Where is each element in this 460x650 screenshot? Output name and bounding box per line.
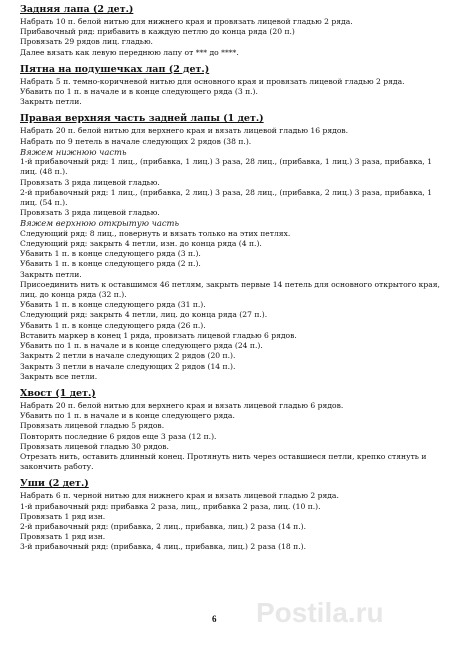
instruction-line: Присоединить нить к оставшимся 46 петлям, закрыть первые 14 петель для основного открытого края, лиц. до конца ряда (32 п.). xyxy=(20,279,443,300)
instruction-line: Убавить по 1 п. в начале и в конце следующего ряда (3 п.). xyxy=(20,87,258,97)
instruction-line: 3-й прибавочный ряд: (прибавка, 4 лиц., прибавка, лиц.) 2 раза (18 п.). xyxy=(20,542,307,552)
section-heading: Правая верхняя часть задней лапы (1 дет.) xyxy=(20,113,264,125)
instruction-line: Следующий ряд: закрыть 4 петли, лиц. до конца ряда (27 п.). xyxy=(20,310,268,320)
instruction-line: 1-й прибавочный ряд: прибавка 2 раза, лиц., прибавка 2 раза, лиц. (10 п.). xyxy=(20,501,321,511)
instruction-line: Убавить 1 п. в конце следующего ряда (2 п.). xyxy=(20,259,201,269)
instruction-line: Набрать 20 п. белой нитью для верхнего края и вязать лицевой гладью 6 рядов. xyxy=(20,400,344,410)
instruction-line: Провязать 3 ряда лицевой гладью. xyxy=(20,177,160,187)
section-heading: Пятна на подушечках лап (2 дет.) xyxy=(20,63,210,75)
instruction-line: Закрыть 3 петли в начале следующих 2 рядов (14 п.). xyxy=(20,361,236,371)
instruction-line: Убавить по 1 п. в начале и в конце следующего ряда (24 п.). xyxy=(20,341,263,351)
section xyxy=(20,4,450,58)
instruction-line: Провязать лицевой гладью 30 рядов. xyxy=(20,441,169,451)
instruction-line: 1-й прибавочный ряд: 1 лиц., (прибавка, 1 лиц.) 3 раза, 28 лиц., (прибавка, 1 лиц.) 3 раза, прибавка, 1 лиц. (48 п.). xyxy=(20,157,435,177)
instruction-line: Следующий ряд: 8 лиц., повернуть и вязать только на этих петлях. xyxy=(20,228,291,238)
instruction-line: Отрезать нить, оставить длинный конец. Протянуть нить через оставшиеся петли, крепко стянуть и закончить работу. xyxy=(20,451,429,472)
instruction-line: Повторять последние 6 рядов еще 3 раза (12 п.). xyxy=(20,431,217,441)
instruction-line: Закрыть все петли. xyxy=(20,371,98,381)
instruction-line: Следующий ряд: закрыть 4 петли, изн. до конца ряда (4 п.). xyxy=(20,239,262,249)
watermark-text: Postila.ru xyxy=(256,597,384,628)
page-number: 6 xyxy=(212,614,217,624)
section-heading: Хвост (1 дет.) xyxy=(20,387,96,399)
instruction-line: Прибавочный ряд: прибавить в каждую петлю до конца ряда (20 п.) xyxy=(20,27,295,37)
section-heading: Задняя лапа (2 дет.) xyxy=(20,4,134,15)
instruction-line: Набрать по 9 петель в начале следующих 2 рядов (38 п.). xyxy=(20,136,252,146)
section xyxy=(20,478,450,552)
instruction-line: Убавить 1 п. в конце следующего ряда (3 п.). xyxy=(20,249,201,259)
instruction-line: Набрать 20 п. белой нитью для верхнего края и вязать лицевой гладью 16 рядов. xyxy=(20,126,349,136)
subsection-heading: Вяжем верхнюю открытую часть xyxy=(20,218,180,229)
instruction-line: Провязать 1 ряд изн. xyxy=(20,532,106,542)
subsection-heading: Вяжем нижнюю часть xyxy=(20,146,127,157)
instruction-line: Провязать 3 ряда лицевой гладью. xyxy=(20,208,160,218)
instruction-line: 2-й прибавочный ряд: 1 лиц., (прибавка, 2 лиц.) 3 раза, 28 лиц., (прибавка, 2 лиц.) 3 раза, прибавка, 1 лиц. (54 п.). xyxy=(20,187,435,208)
instruction-line: Закрыть петли. xyxy=(20,97,82,107)
instruction-line: Закрыть петли. xyxy=(20,269,82,279)
section-heading: Уши (2 дет.) xyxy=(20,478,89,490)
instruction-line: Закрыть 2 петли в начале следующих 2 рядов (20 п.). xyxy=(20,351,236,361)
instruction-line: Набрать 6 п. черной нитью для нижнего края и вязать лицевой гладью 2 ряда. xyxy=(20,491,339,501)
instruction-line: Далее вязать как левую переднюю лапу от *** до ****. xyxy=(20,47,239,57)
section xyxy=(20,64,450,108)
document-page xyxy=(20,4,450,559)
instruction-line: Убавить 1 п. в конце следующего ряда (31 п.). xyxy=(20,300,206,310)
instruction-line: Набрать 10 п. белой нитью для нижнего края и провязать лицевой гладью 2 ряда. xyxy=(20,17,353,26)
instruction-line: Вставить маркер в конец 1 ряда, провязать лицевой гладью 6 рядов. xyxy=(20,330,297,340)
instruction-line: Убавить по 1 п. в начале и в конце следующего ряда. xyxy=(20,411,235,421)
section xyxy=(20,113,450,381)
instruction-line: Набрать 5 п. темно-коричневой нитью для основного края и провязать лицевой гладью 2 ряда. xyxy=(20,76,405,86)
instruction-line: Провязать лицевой гладью 5 рядов. xyxy=(20,421,165,431)
instruction-line: Провязать 1 ряд изн. xyxy=(20,511,106,521)
instruction-line: 2-й прибавочный ряд: (прибавка, 2 лиц., прибавка, лиц.) 2 раза (14 п.). xyxy=(20,521,307,531)
instruction-line: Провязать 29 рядов лиц. гладью. xyxy=(20,37,153,47)
instruction-line: Убавить 1 п. в конце следующего ряда (26 п.). xyxy=(20,320,206,330)
section xyxy=(20,388,450,472)
watermark-logo xyxy=(256,592,456,632)
